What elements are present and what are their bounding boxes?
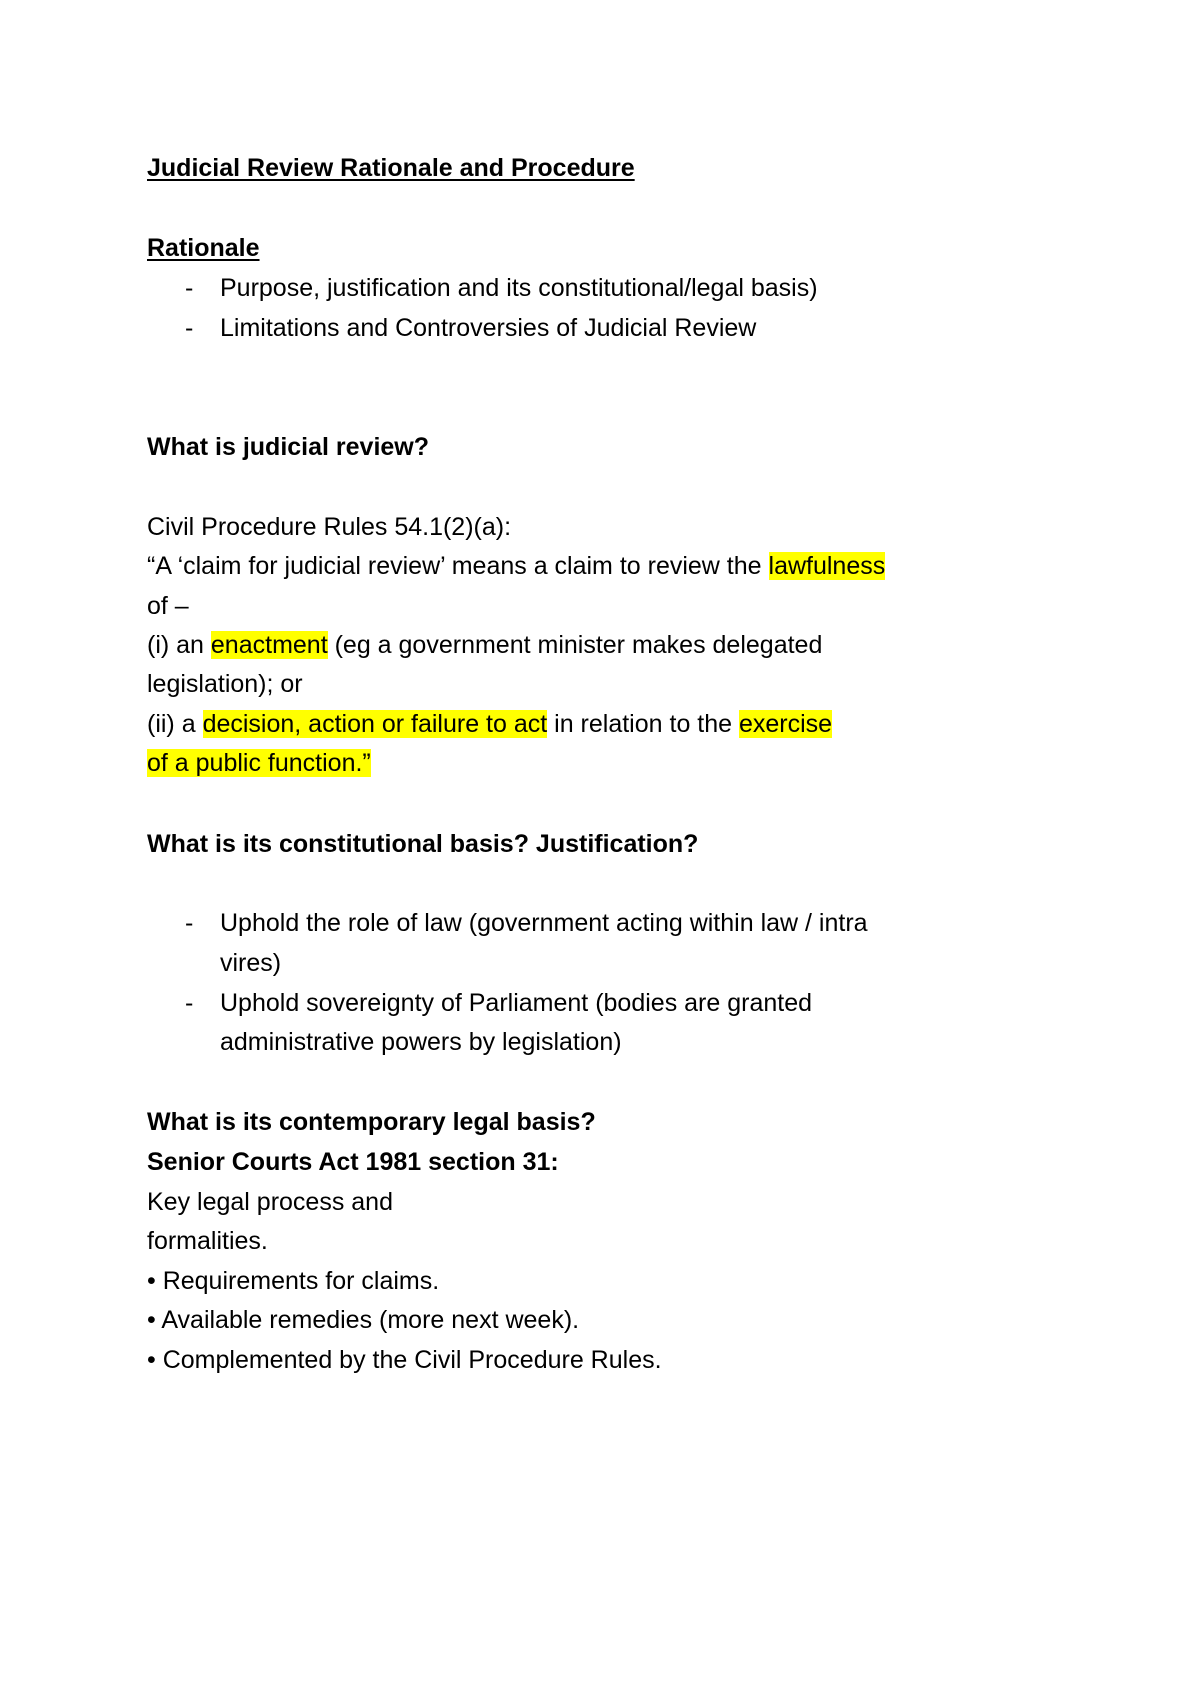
constitutional-item: - Uphold sovereignty of Parliament (bodies are granted [185,989,813,1017]
contemporary-bullet: • Complemented by the Civil Procedure Rules. [147,1346,662,1374]
constitutional-item-cont: administrative powers by legislation) [220,1028,622,1056]
highlight: enactment [210,631,328,659]
contemporary-bullet: • Available remedies (more next week). [147,1306,580,1334]
quote-line: legislation); or [147,670,303,698]
contemporary-text: Key legal process and [147,1188,393,1216]
rationale-heading: Rationale [147,234,260,262]
highlight: decision, action or failure to act [202,710,548,738]
what-is-heading: What is judicial review? [147,433,430,461]
constitutional-item-cont: vires) [220,949,282,977]
highlight: of a public function.” [147,749,371,777]
constitutional-heading: What is its constitutional basis? Justification? [147,830,699,858]
quote-line: (ii) a decision, action or failure to act in relation to the exercise [147,710,833,738]
cpr-source: Civil Procedure Rules 54.1(2)(a): [147,513,512,541]
quote-line: (i) an enactment (eg a government minister makes delegated [147,631,823,659]
contemporary-heading: What is its contemporary legal basis? [147,1108,596,1136]
page-title: Judicial Review Rationale and Procedure [147,154,635,182]
highlight: exercise [739,710,833,738]
quote-line: of – [147,592,189,620]
constitutional-item: - Uphold the role of law (government acting within law / intra [185,909,868,937]
contemporary-subheading: Senior Courts Act 1981 section 31: [147,1148,559,1176]
contemporary-text: formalities. [147,1227,268,1255]
rationale-item: - Limitations and Controversies of Judicial Review [185,314,757,342]
rationale-item: - Purpose, justification and its constitutional/legal basis) [185,274,818,302]
quote-line [147,748,371,778]
contemporary-bullet: • Requirements for claims. [147,1267,440,1295]
quote-line: “A ‘claim for judicial review’ means a claim to review the lawfulness [147,552,886,580]
highlight: lawfulness [768,552,886,580]
